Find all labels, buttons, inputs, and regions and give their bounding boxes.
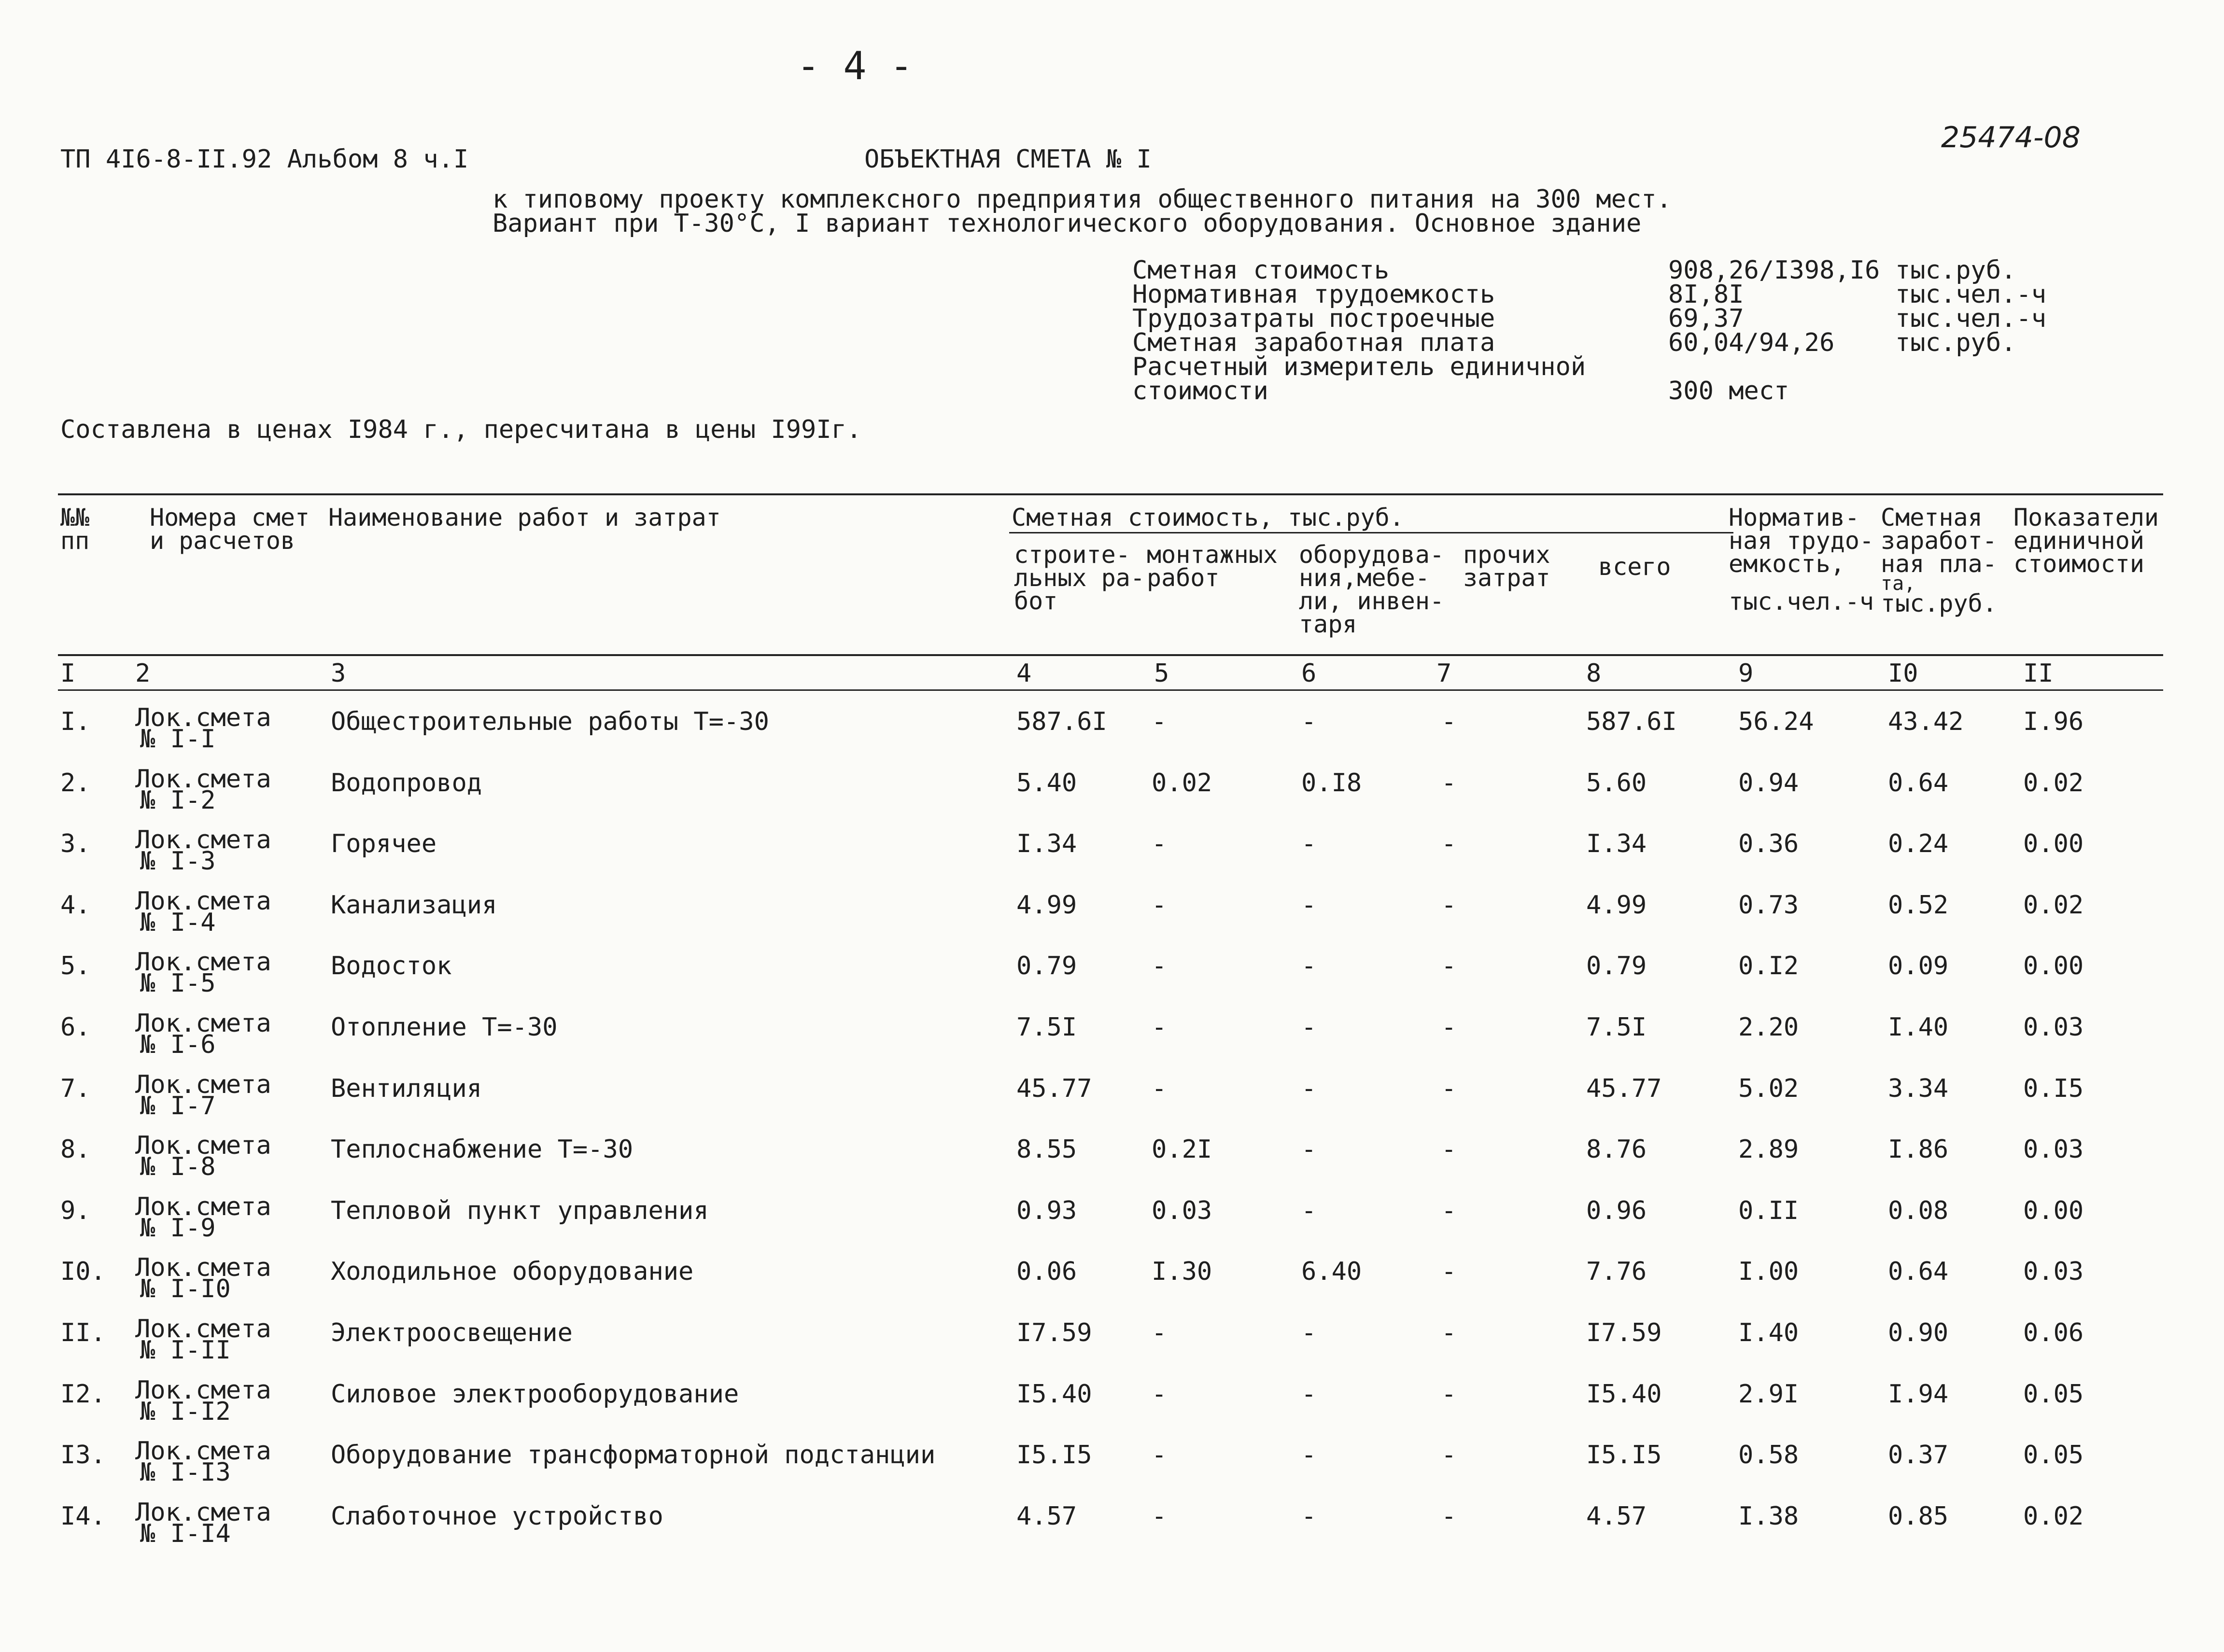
row-equipment-cost: -	[1301, 890, 1317, 920]
column-number: 8	[1586, 659, 1602, 688]
row-number: 7.	[60, 1074, 91, 1103]
row-labor: 2.89	[1738, 1135, 1799, 1164]
row-unit-cost: 0.05	[2023, 1379, 2084, 1409]
row-work-name: Канализация	[331, 890, 497, 920]
row-work-name: Отопление Т=-30	[331, 1013, 558, 1042]
table-row	[0, 1131, 2224, 1196]
row-labor: 2.20	[1738, 1013, 1799, 1042]
row-total-cost: 45.77	[1586, 1074, 1662, 1103]
table-row	[0, 1009, 2224, 1074]
row-installation-cost: -	[1152, 829, 1167, 859]
row-work-name: Холодильное оборудование	[331, 1257, 694, 1287]
table-row	[0, 886, 2224, 952]
row-estimate-ref	[135, 1375, 271, 1426]
row-number: 2.	[60, 768, 91, 798]
table-row	[0, 764, 2224, 829]
row-number: I0.	[60, 1257, 106, 1287]
row-construction-cost: 8.55	[1016, 1135, 1077, 1164]
row-total-cost: I.34	[1586, 829, 1647, 859]
table-row	[0, 1437, 2224, 1501]
row-number: 9.	[60, 1196, 91, 1225]
row-unit-cost: 0.03	[2023, 1135, 2084, 1164]
row-labor: 0.II	[1738, 1196, 1799, 1225]
row-estimate-ref-number: № I-2	[140, 785, 216, 815]
row-work-name: Электроосвещение	[331, 1318, 573, 1347]
row-estimate-ref	[135, 826, 271, 876]
row-other-cost: -	[1441, 1135, 1457, 1164]
row-total-cost: 5.60	[1586, 768, 1647, 798]
header-equipment: оборудова- ния,мебе- ли, инвен- таря	[1299, 541, 1445, 638]
row-wages: I.40	[1888, 1013, 1949, 1042]
row-total-cost: 4.99	[1586, 890, 1647, 920]
handwritten-reference: 25474-08	[1941, 121, 2081, 154]
row-other-cost: -	[1441, 1257, 1457, 1287]
row-equipment-cost: -	[1301, 1074, 1317, 1103]
row-wages: 3.34	[1888, 1074, 1949, 1103]
row-construction-cost: 45.77	[1016, 1074, 1092, 1103]
row-unit-cost: 0.03	[2023, 1257, 2084, 1287]
row-labor: 0.58	[1738, 1441, 1799, 1470]
row-installation-cost: -	[1152, 1501, 1167, 1531]
row-equipment-cost: -	[1301, 1135, 1317, 1164]
row-construction-cost: 5.40	[1016, 768, 1077, 798]
summary-unit: тыс.чел.-ч	[1895, 280, 2047, 309]
row-wages: 0.64	[1888, 1257, 1949, 1287]
header-work-name: Наименование работ и затрат	[328, 504, 721, 532]
row-construction-cost: 0.06	[1016, 1257, 1077, 1287]
row-labor: 0.36	[1738, 829, 1799, 859]
summary-label: Сметная стоимость	[1132, 256, 1390, 285]
row-construction-cost: 4.57	[1016, 1501, 1077, 1531]
summary-label: Сметная заработная плата	[1132, 328, 1495, 357]
row-labor: I.40	[1738, 1318, 1799, 1347]
table-row	[0, 1070, 2224, 1135]
row-unit-cost: 0.02	[2023, 1501, 2084, 1531]
row-installation-cost: -	[1152, 1379, 1167, 1409]
row-wages: 0.09	[1888, 952, 1949, 981]
row-work-name: Водопровод	[331, 768, 482, 798]
row-total-cost: 4.57	[1586, 1501, 1647, 1531]
header-installation: монтажных работ	[1147, 541, 1278, 592]
row-estimate-ref-number: № I-I4	[140, 1519, 231, 1548]
row-estimate-ref	[135, 948, 271, 998]
column-number: I	[60, 659, 76, 688]
row-estimate-ref-number: № I-II	[140, 1336, 231, 1365]
header-other: прочих затрат	[1463, 541, 1550, 592]
row-installation-cost: I.30	[1152, 1257, 1212, 1287]
summary-label: Трудозатраты построечные	[1132, 304, 1495, 333]
row-wages: I.86	[1888, 1135, 1949, 1164]
row-wages: 0.64	[1888, 768, 1949, 798]
row-construction-cost: I7.59	[1016, 1318, 1092, 1347]
header-num: №№ пп	[60, 504, 90, 555]
row-labor: I.38	[1738, 1501, 1799, 1531]
row-estimate-ref	[135, 1070, 271, 1120]
row-equipment-cost: 6.40	[1301, 1257, 1362, 1287]
row-labor: 5.02	[1738, 1074, 1799, 1103]
row-number: I4.	[60, 1501, 106, 1531]
column-number: 3	[331, 659, 346, 688]
row-estimate-ref-number: № I-9	[140, 1213, 216, 1243]
row-installation-cost: -	[1152, 890, 1167, 920]
table-row	[0, 826, 2224, 890]
table-row	[0, 1375, 2224, 1441]
row-estimate-ref	[135, 1131, 271, 1182]
row-estimate-ref-label: Лок.смета	[135, 886, 271, 916]
summary-unit: тыс.руб.	[1895, 328, 2016, 357]
table-row	[0, 1253, 2224, 1318]
header-wages: Сметная заработ- ная пла- та, тыс.руб.	[1881, 504, 1997, 617]
row-estimate-ref	[135, 1192, 271, 1243]
row-number: II.	[60, 1318, 106, 1347]
row-equipment-cost: -	[1301, 707, 1317, 736]
row-other-cost: -	[1441, 1074, 1457, 1103]
row-other-cost: -	[1441, 768, 1457, 798]
row-equipment-cost: -	[1301, 1379, 1317, 1409]
summary-value: 908,26/I398,I6	[1668, 256, 1880, 285]
row-unit-cost: 0.00	[2023, 829, 2084, 859]
row-installation-cost: -	[1152, 1318, 1167, 1347]
group-header-rule	[1009, 532, 1733, 533]
row-equipment-cost: -	[1301, 952, 1317, 981]
row-total-cost: 8.76	[1586, 1135, 1647, 1164]
row-construction-cost: 0.93	[1016, 1196, 1077, 1225]
row-equipment-cost: -	[1301, 829, 1317, 859]
column-number: 9	[1738, 659, 1754, 688]
album-designation: ТП 4I6-8-II.92 Альбом 8 ч.I	[60, 145, 469, 174]
row-installation-cost: -	[1152, 952, 1167, 981]
row-wages: I.94	[1888, 1379, 1949, 1409]
row-estimate-ref-number: № I-6	[140, 1030, 216, 1059]
column-number: 5	[1154, 659, 1169, 688]
row-work-name: Силовое электрооборудование	[331, 1379, 739, 1409]
row-other-cost: -	[1441, 1379, 1457, 1409]
row-equipment-cost: -	[1301, 1013, 1317, 1042]
row-work-name: Теплоснабжение Т=-30	[331, 1135, 633, 1164]
row-work-name: Слаботочное устройство	[331, 1501, 663, 1531]
summary-value: 300 мест	[1668, 377, 1789, 406]
row-estimate-ref-number: № I-5	[140, 969, 216, 998]
row-installation-cost: 0.02	[1152, 768, 1212, 798]
row-estimate-ref-label: Лок.смета	[135, 948, 271, 977]
row-work-name: Вентиляция	[331, 1074, 482, 1103]
row-unit-cost: 0.00	[2023, 1196, 2084, 1225]
row-estimate-ref	[135, 764, 271, 815]
row-estimate-ref-label: Лок.смета	[135, 1437, 271, 1466]
row-estimate-ref-label: Лок.смета	[135, 1131, 271, 1161]
row-estimate-ref-label: Лок.смета	[135, 1009, 271, 1038]
row-estimate-ref-label: Лок.смета	[135, 703, 271, 732]
summary-unit: тыс.чел.-ч	[1895, 304, 2047, 333]
summary-label: Нормативная трудоемкость	[1132, 280, 1495, 309]
row-estimate-ref-number: № I-8	[140, 1152, 216, 1182]
row-number: 6.	[60, 1013, 91, 1042]
row-installation-cost: -	[1152, 1441, 1167, 1470]
column-number: I0	[1888, 659, 1918, 688]
summary-value: 8I,8I	[1668, 280, 1744, 309]
row-unit-cost: 0.02	[2023, 890, 2084, 920]
table-top-rule	[58, 493, 2163, 495]
pricing-note: Составлена в ценах I984 г., пересчитана в цены I99Iг.	[60, 415, 862, 444]
row-number: 4.	[60, 890, 91, 920]
row-other-cost: -	[1441, 1196, 1457, 1225]
row-other-cost: -	[1441, 1441, 1457, 1470]
row-estimate-ref	[135, 1253, 271, 1304]
column-number: 2	[135, 659, 151, 688]
page-number: - 4 -	[797, 43, 913, 88]
row-installation-cost: -	[1152, 1074, 1167, 1103]
row-estimate-ref-label: Лок.смета	[135, 1192, 271, 1221]
row-construction-cost: 4.99	[1016, 890, 1077, 920]
document-title: ОБЪЕКТНАЯ СМЕТА № I	[864, 145, 1152, 174]
row-number: I3.	[60, 1441, 106, 1470]
row-unit-cost: 0.06	[2023, 1318, 2084, 1347]
row-other-cost: -	[1441, 1013, 1457, 1042]
row-wages: 43.42	[1888, 707, 1964, 736]
table-row	[0, 1192, 2224, 1257]
row-unit-cost: 0.03	[2023, 1013, 2084, 1042]
header-unit-cost: Показатели единичной стоимости	[2013, 504, 2159, 578]
table-row	[0, 948, 2224, 1012]
row-total-cost: 587.6I	[1586, 707, 1677, 736]
row-estimate-ref-number: № I-I2	[140, 1397, 231, 1426]
row-installation-cost: 0.03	[1152, 1196, 1212, 1225]
row-estimate-ref-label: Лок.смета	[135, 1253, 271, 1283]
header-total: всего	[1598, 553, 1671, 581]
row-estimate-ref	[135, 1437, 271, 1487]
row-number: 3.	[60, 829, 91, 859]
row-labor: 2.9I	[1738, 1379, 1799, 1409]
row-total-cost: 7.76	[1586, 1257, 1647, 1287]
row-work-name: Горячее	[331, 829, 437, 859]
row-estimate-ref-label: Лок.смета	[135, 1315, 271, 1344]
row-other-cost: -	[1441, 890, 1457, 920]
subtitle-line-2: Вариант при Т-30°С, I вариант технологического оборудования. Основное здание	[493, 209, 1642, 238]
summary-value: 60,04/94,26	[1668, 328, 1835, 357]
header-estimate-ref: Номера смет и расчетов	[150, 504, 310, 555]
row-other-cost: -	[1441, 1501, 1457, 1531]
row-total-cost: I7.59	[1586, 1318, 1662, 1347]
row-wages: 0.37	[1888, 1441, 1949, 1470]
row-wages: 0.52	[1888, 890, 1949, 920]
summary-label: стоимости	[1132, 377, 1268, 406]
row-estimate-ref-number: № I-I3	[140, 1458, 231, 1487]
row-estimate-ref-label: Лок.смета	[135, 826, 271, 855]
row-construction-cost: 7.5I	[1016, 1013, 1077, 1042]
row-estimate-ref	[135, 1009, 271, 1059]
row-other-cost: -	[1441, 1318, 1457, 1347]
row-construction-cost: I5.40	[1016, 1379, 1092, 1409]
row-estimate-ref-number: № I-I0	[140, 1274, 231, 1304]
header-bottom-rule	[58, 654, 2163, 656]
row-wages: 0.90	[1888, 1318, 1949, 1347]
table-row	[0, 1315, 2224, 1379]
row-unit-cost: 0.00	[2023, 952, 2084, 981]
row-other-cost: -	[1441, 707, 1457, 736]
document-subtitle	[493, 187, 1672, 236]
column-number: II	[2023, 659, 2054, 688]
subtitle-line-1: к типовому проекту комплексного предприятия общественного питания на 300 мест.	[493, 185, 1672, 214]
row-equipment-cost: -	[1301, 1441, 1317, 1470]
row-labor: I.00	[1738, 1257, 1799, 1287]
row-unit-cost: 0.05	[2023, 1441, 2084, 1470]
row-number: I.	[60, 707, 91, 736]
row-labor: 0.73	[1738, 890, 1799, 920]
row-labor: 0.94	[1738, 768, 1799, 798]
row-estimate-ref-number: № I-7	[140, 1091, 216, 1120]
row-total-cost: I5.I5	[1586, 1441, 1662, 1470]
row-equipment-cost: -	[1301, 1196, 1317, 1225]
summary-label: Расчетный измеритель единичной	[1132, 352, 1586, 381]
row-wages: 0.85	[1888, 1501, 1949, 1531]
row-estimate-ref-label: Лок.смета	[135, 764, 271, 794]
row-estimate-ref-number: № I-3	[140, 847, 216, 876]
row-unit-cost: 0.02	[2023, 768, 2084, 798]
row-estimate-ref-label: Лок.смета	[135, 1375, 271, 1405]
column-number: 7	[1436, 659, 1452, 688]
row-installation-cost: -	[1152, 707, 1167, 736]
row-other-cost: -	[1441, 952, 1457, 981]
row-unit-cost: I.96	[2023, 707, 2084, 736]
row-total-cost: 0.96	[1586, 1196, 1647, 1225]
summary-unit: тыс.руб.	[1895, 256, 2016, 285]
row-estimate-ref	[135, 1315, 271, 1365]
table-row	[0, 703, 2224, 768]
row-number: 5.	[60, 952, 91, 981]
row-labor: 56.24	[1738, 707, 1814, 736]
row-construction-cost: 0.79	[1016, 952, 1077, 981]
row-work-name: Водосток	[331, 952, 452, 981]
row-installation-cost: -	[1152, 1013, 1167, 1042]
column-number-rule	[58, 689, 2163, 691]
row-estimate-ref-label: Лок.смета	[135, 1070, 271, 1099]
row-estimate-ref	[135, 886, 271, 937]
row-total-cost: I5.40	[1586, 1379, 1662, 1409]
column-number: 4	[1016, 659, 1032, 688]
table-row	[0, 1498, 2224, 1563]
row-work-name: Общестроительные работы Т=-30	[331, 707, 769, 736]
row-number: I2.	[60, 1379, 106, 1409]
row-construction-cost: I.34	[1016, 829, 1077, 859]
row-other-cost: -	[1441, 829, 1457, 859]
row-estimate-ref-number: № I-4	[140, 908, 216, 937]
row-wages: 0.24	[1888, 829, 1949, 859]
header-construction: строите- льных ра- бот	[1014, 541, 1145, 615]
row-estimate-ref	[135, 703, 271, 754]
row-construction-cost: I5.I5	[1016, 1441, 1092, 1470]
row-unit-cost: 0.I5	[2023, 1074, 2084, 1103]
row-work-name: Оборудование трансформаторной подстанции	[331, 1441, 936, 1470]
row-estimate-ref	[135, 1498, 271, 1548]
row-equipment-cost: -	[1301, 1501, 1317, 1531]
summary-value: 69,37	[1668, 304, 1744, 333]
row-labor: 0.I2	[1738, 952, 1799, 981]
row-number: 8.	[60, 1135, 91, 1164]
row-equipment-cost: 0.I8	[1301, 768, 1362, 798]
row-wages: 0.08	[1888, 1196, 1949, 1225]
row-equipment-cost: -	[1301, 1318, 1317, 1347]
row-total-cost: 7.5I	[1586, 1013, 1647, 1042]
row-estimate-ref-label: Лок.смета	[135, 1498, 271, 1527]
header-cost-group: Сметная стоимость, тыс.руб.	[1012, 504, 1404, 532]
column-number: 6	[1301, 659, 1317, 688]
header-labor: Норматив- ная трудо- емкость, тыс.чел.-ч	[1729, 504, 1874, 616]
row-work-name: Тепловой пункт управления	[331, 1196, 709, 1225]
row-construction-cost: 587.6I	[1016, 707, 1107, 736]
row-total-cost: 0.79	[1586, 952, 1647, 981]
row-installation-cost: 0.2I	[1152, 1135, 1212, 1164]
row-estimate-ref-number: № I-I	[140, 725, 216, 754]
